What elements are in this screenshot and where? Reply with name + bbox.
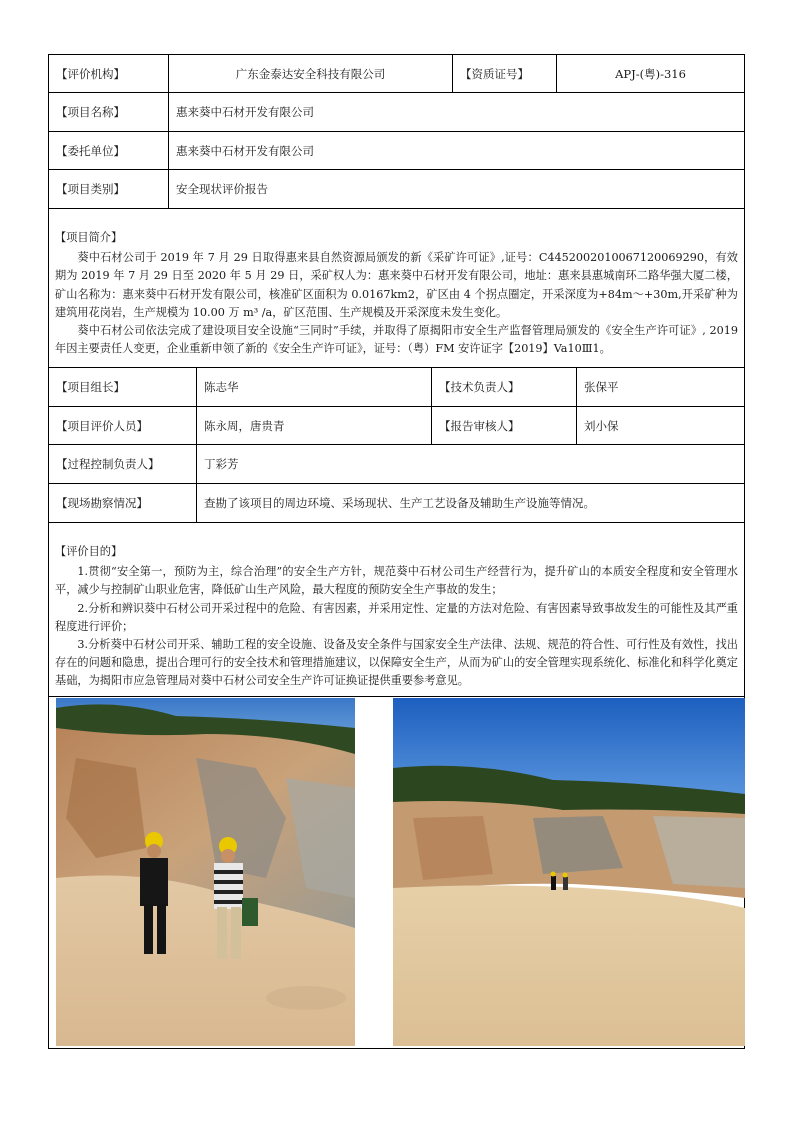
project-name-label: 【项目名称】 <box>49 93 169 131</box>
client-value: 惠来葵中石材开发有限公司 <box>176 143 314 158</box>
process-label: 【过程控制负责人】 <box>49 445 197 483</box>
intro-paragraph: 葵中石材公司于 2019 年 7 月 29 日取得惠来县自然资源局颁发的新《采矿许可证》,证号：C4452002010067120069290，有效期为 2019 年 7 月 29 日至 2020 年 5 月 29 日，采矿权人为：惠来葵中石材开发有限公司，地址：惠来县惠城南环二路华强大厦二楼，矿山名称为：惠来葵中石材开发有限公司，核准矿区面积为 0.0167km2，矿区由 4 个拐点圈定，开采深度为+84m～+30m,开采矿种为建筑用花岗岩，生产规模为 10.00 万 m³ /a，矿区范围、生产规模及开采深度未发生变化。 <box>55 251 738 319</box>
client-row <box>49 132 744 170</box>
site-photos <box>49 697 744 1048</box>
category-label: 【项目类别】 <box>49 170 169 208</box>
process-row <box>49 445 744 484</box>
reviewer-label: 【报告审核人】 <box>432 407 577 444</box>
leader-row <box>49 368 744 407</box>
process-value: 丁彩芳 <box>204 457 239 471</box>
evaluation-purpose <box>49 523 744 697</box>
category-row <box>49 170 744 209</box>
site-photo-workers <box>56 698 355 1046</box>
cert-value: APJ-(粤)-316 <box>615 66 686 81</box>
cert-label: 【资质证号】 <box>453 55 557 92</box>
survey-value: 查勘了该项目的周边环境、采场现状、生产工艺设备及辅助生产设施等情况。 <box>204 496 595 510</box>
org-label: 【评价机构】 <box>49 55 169 92</box>
org-row <box>49 55 744 93</box>
evaluators-label: 【项目评价人员】 <box>49 407 197 444</box>
leader-value: 陈志华 <box>197 368 432 406</box>
intro-heading: 【项目简介】 <box>55 231 123 244</box>
evaluators-row <box>49 407 744 445</box>
evaluators-value: 陈永周，唐贵青 <box>197 407 432 444</box>
purpose-heading: 【评价目的】 <box>55 545 123 558</box>
tech-value: 张保平 <box>584 380 619 394</box>
intro-paragraph: 葵中石材公司依法完成了建设项目安全设施“三同时”手续，并取得了原揭阳市安全生产监督管理局颁发的《安全生产许可证》, 2019 年因主要责任人变更，企业重新申领了新的《安全生产许可证》，证号：（粤）FM 安许证字【2019】Va10Ⅲ1。 <box>55 324 738 356</box>
purpose-paragraph: 1.贯彻“安全第一，预防为主，综合治理”的安全生产方针，规范葵中石材公司生产经营行为，提升矿山的本质安全程度和安全管理水平，减少与控制矿山职业危害，降低矿山生产风险，最大程度的预防安全生产事故的发生； <box>55 565 738 597</box>
tech-label: 【技术负责人】 <box>432 368 577 406</box>
category-value: 安全现状评价报告 <box>176 182 268 196</box>
reviewer-value: 刘小保 <box>584 418 619 433</box>
leader-label: 【项目组长】 <box>49 368 197 406</box>
purpose-paragraph: 3.分析葵中石材公司开采、辅助工程的安全设施、设备及安全条件与国家安全生产法律、法规、规范的符合性、可行性及有效性，找出存在的问题和隐患，提出合理可行的安全技术和管理措施建议，以保障安全生产，从而为矿山的安全管理实现系统化、标准化和科学化奠定基础，为揭阳市应急管理局对葵中石材公司安全生产许可证换证提供重要参考意见。 <box>55 638 738 688</box>
survey-label: 【现场勘察情况】 <box>49 484 197 522</box>
purpose-paragraph: 2.分析和辨识葵中石材公司开采过程中的危险、有害因素，并采用定性、定量的方法对危险、有害因素导致事故发生的可能性及其严重程度进行评价； <box>55 601 738 633</box>
survey-row <box>49 484 744 523</box>
org-value: 广东金泰达安全科技有限公司 <box>169 55 453 92</box>
project-name-value: 惠来葵中石材开发有限公司 <box>176 105 314 119</box>
site-photo-quarry <box>393 698 745 1046</box>
project-intro <box>49 209 744 368</box>
project-name-row <box>49 93 744 132</box>
report-sheet <box>48 54 745 1049</box>
client-label: 【委托单位】 <box>49 132 169 169</box>
